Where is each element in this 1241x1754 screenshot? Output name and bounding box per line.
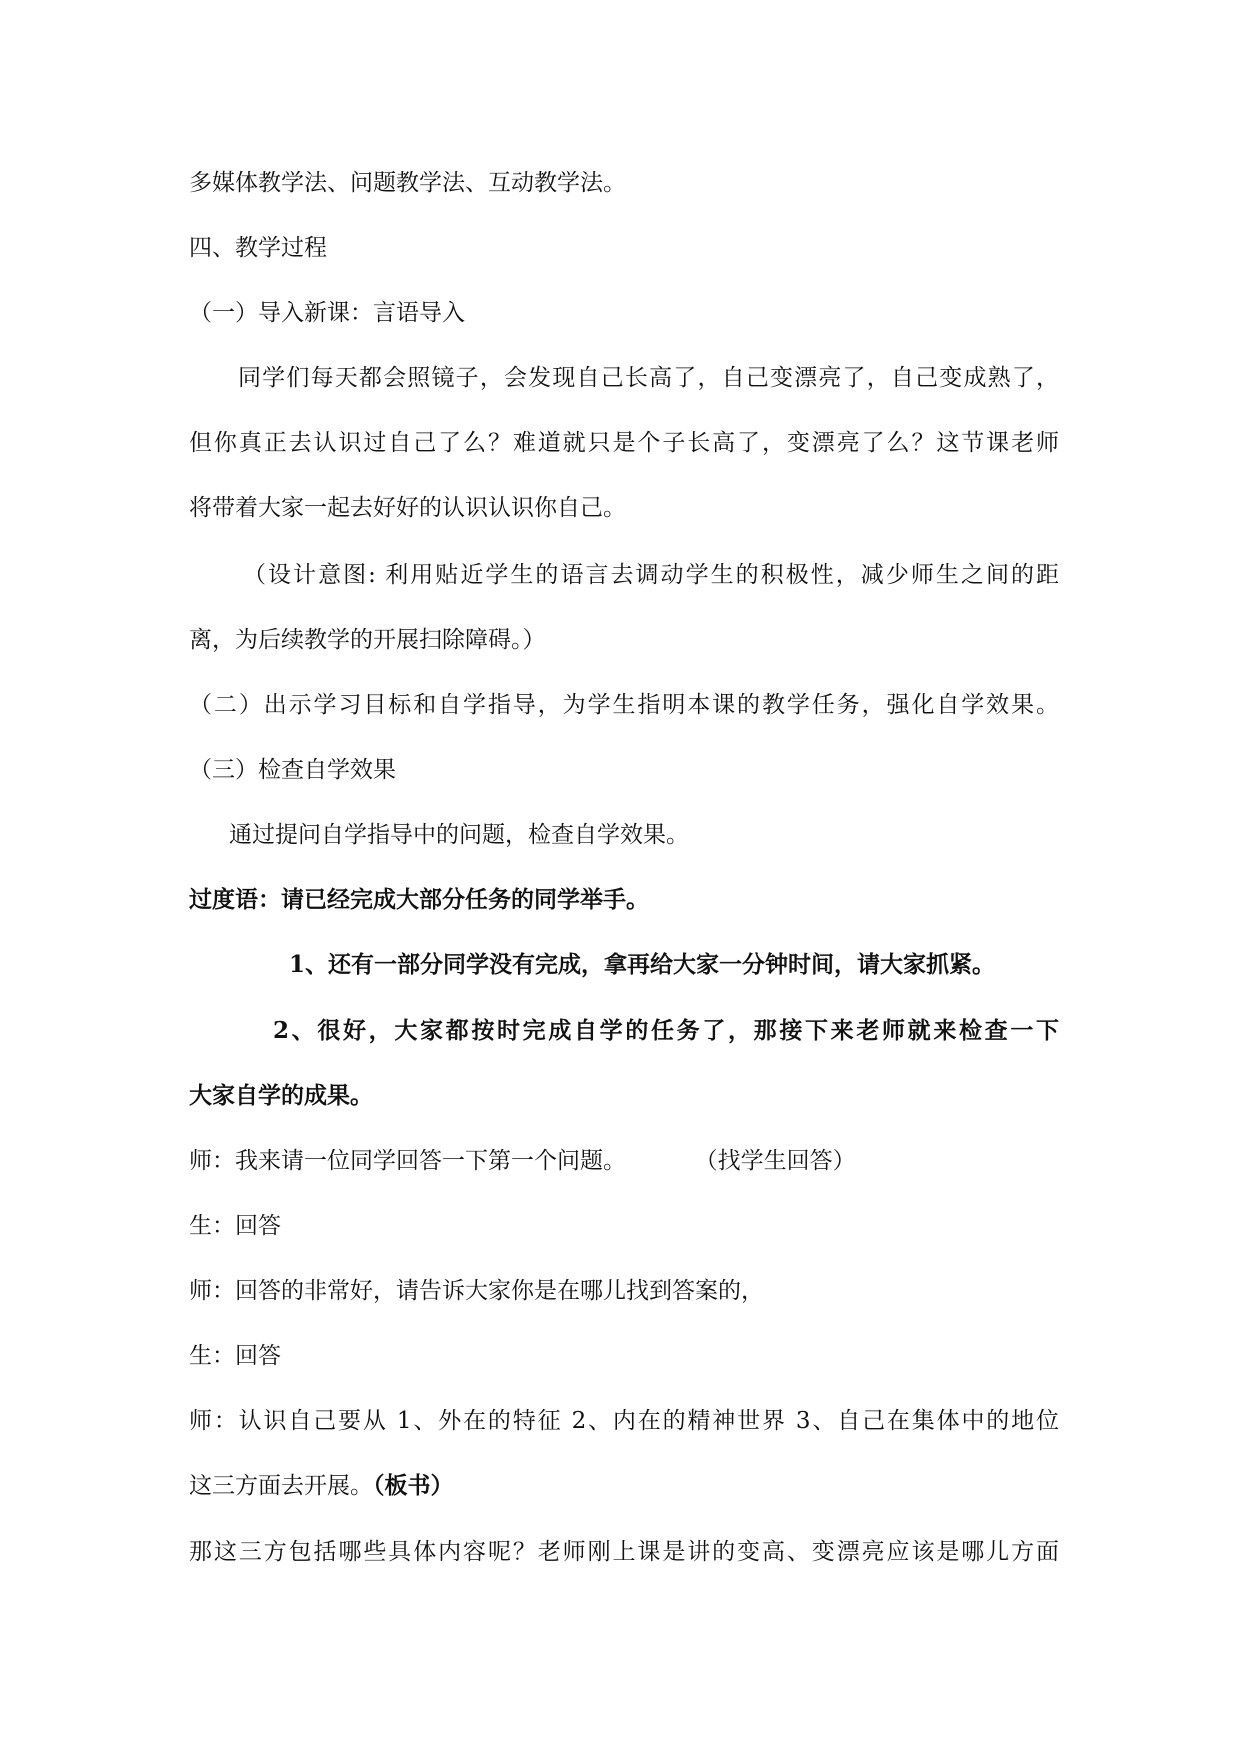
paragraph-intro-line-1: 同学们每天都会照镜子，会发现自己长高了，自己变漂亮了，自己变成熟了， (238, 365, 1059, 391)
subheading-intro: （一）导入新课：言语导入 (189, 300, 465, 326)
teacher-line-3-continued (189, 1471, 1059, 1501)
teacher-line-2: 师：回答的非常好，请告诉大家你是在哪儿找到答案的， (189, 1278, 764, 1304)
check-description: 通过提问自学指导中的问题，检查自学效果。 (229, 822, 689, 848)
subheading-objectives: （二）出示学习目标和自学指导，为学生指明本课的教学任务，强化自学效果。 (189, 692, 1059, 718)
teacher-line-1-aside: （找学生回答） (694, 1148, 856, 1174)
student-line-2: 生：回答 (189, 1343, 281, 1369)
board-note: （板书） (373, 1472, 454, 1499)
transition-item-2-line-1: 2、很好，大家都按时完成自学的任务了，那接下来老师就来检查一下 (273, 1017, 1059, 1044)
design-intent-line-2: 离，为后续教学的开展扫除障碍。） (189, 627, 546, 653)
teacher-line-1-text: 师：我来请一位同学回答一下第一个问题。 (189, 1148, 626, 1174)
teacher-line-3: 师：认识自己要从 1、外在的特征 2、内在的精神世界 3、自己在集体中的地位 (189, 1408, 1059, 1434)
paragraph-intro-line-3: 将带着大家一起去好好的认识认识你自己。 (189, 495, 626, 521)
subheading-check: （三）检查自学效果 (189, 757, 396, 783)
transition-item-1: 1、还有一部分同学没有完成，拿再给大家一分钟时间，请大家抓紧。 (289, 951, 996, 978)
transition-phrase: 过度语：请已经完成大部分任务的同学举手。 (189, 886, 649, 913)
teacher-line-3-continued-text: 这三方面去开展。 (189, 1473, 373, 1499)
design-intent-line-1: （设计意图: 利用贴近学生的语言去调动学生的积极性，减少师生之间的距 (243, 562, 1059, 588)
transition-item-2-line-2: 大家自学的成果。 (189, 1082, 373, 1109)
student-line-1: 生：回答 (189, 1213, 281, 1239)
teaching-methods-line: 多媒体教学法、问题教学法、互动教学法。 (189, 170, 626, 196)
paragraph-intro-line-2: 但你真正去认识过自己了么？难道就只是个子长高了，变漂亮了么？这节课老师 (189, 430, 1059, 456)
teacher-line-1 (189, 1146, 1059, 1176)
section-heading-teaching-process: 四、教学过程 (189, 235, 327, 261)
question-line: 那这三方包括哪些具体内容呢？老师刚上课是讲的变高、变漂亮应该是哪儿方面 (189, 1539, 1059, 1565)
